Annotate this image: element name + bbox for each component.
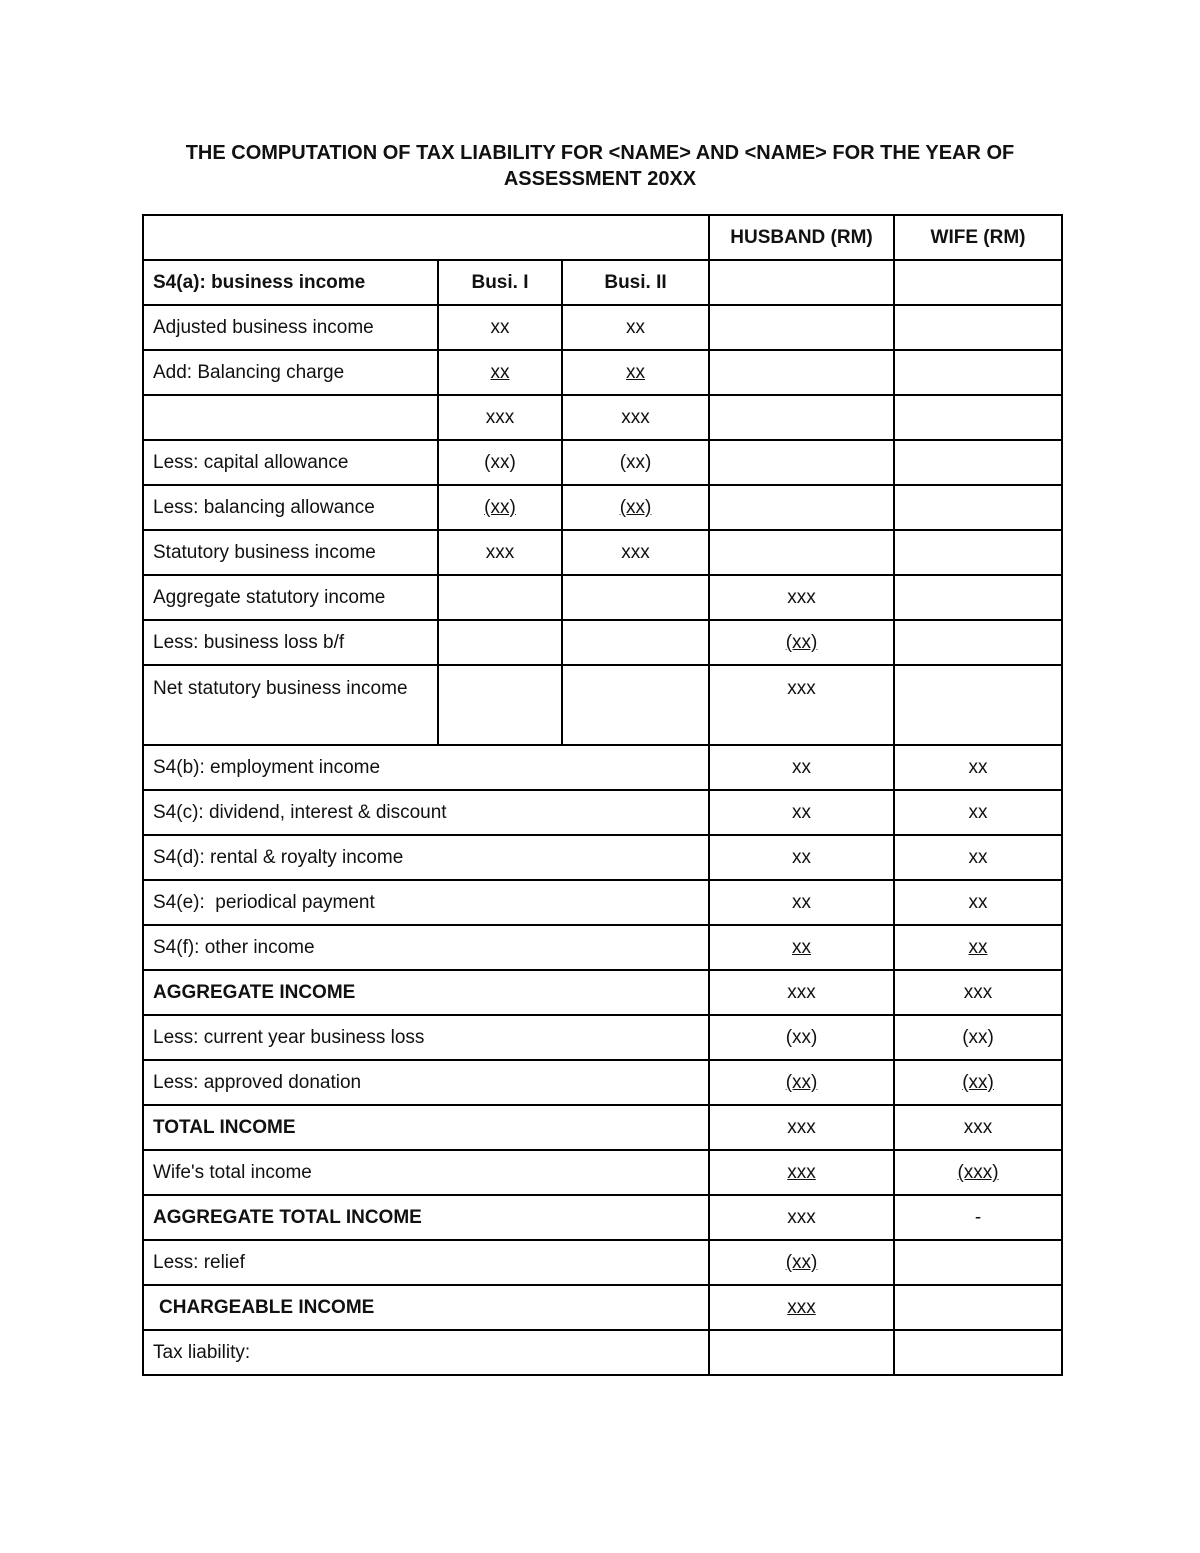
husband-value: xxx — [709, 1105, 894, 1150]
busi-1-value: xxx — [438, 395, 562, 440]
row-label: Add: Balancing charge — [143, 350, 438, 395]
husband-value: (xx) — [709, 1015, 894, 1060]
row-label: Less: balancing allowance — [143, 485, 438, 530]
husband-value: xx — [709, 880, 894, 925]
row-label — [143, 395, 438, 440]
wife-value: xx — [894, 790, 1062, 835]
row-label: S4(e): periodical payment — [143, 880, 709, 925]
table-header-row — [143, 215, 1062, 260]
row-label: S4(b): employment income — [143, 745, 709, 790]
wife-value: xx — [894, 925, 1062, 970]
husband-value: xxx — [709, 1285, 894, 1330]
wife-value: - — [894, 1195, 1062, 1240]
busi-2-value: xxx — [562, 530, 709, 575]
row-label: CHARGEABLE INCOME — [143, 1285, 709, 1330]
busi-1-header: Busi. I — [438, 260, 562, 305]
husband-column-header: HUSBAND (RM) — [709, 215, 894, 260]
row-label: Statutory business income — [143, 530, 438, 575]
busi-2-value: xx — [562, 350, 709, 395]
husband-value: (xx) — [709, 620, 894, 665]
row-label: Aggregate statutory income — [143, 575, 438, 620]
row-label: AGGREGATE TOTAL INCOME — [143, 1195, 709, 1240]
row-label: Adjusted business income — [143, 305, 438, 350]
table-row — [143, 1330, 1062, 1375]
title-line-2: ASSESSMENT 20XX — [503, 168, 697, 190]
table-row — [143, 530, 1062, 575]
wife-column-header: WIFE (RM) — [894, 215, 1062, 260]
wife-value: xxx — [894, 1105, 1062, 1150]
busi-2-value: (xx) — [562, 485, 709, 530]
row-label: Less: capital allowance — [143, 440, 438, 485]
wife-value — [894, 1285, 1062, 1330]
husband-value: xx — [709, 745, 894, 790]
row-label: Less: business loss b/f — [143, 620, 438, 665]
busi-2-value: xx — [562, 305, 709, 350]
table-row — [143, 835, 1062, 880]
wife-value: (xx) — [894, 1060, 1062, 1105]
table-row — [143, 1195, 1062, 1240]
document-title — [100, 140, 1100, 192]
wife-value: xx — [894, 745, 1062, 790]
table-row — [143, 350, 1062, 395]
husband-value: (xx) — [709, 1240, 894, 1285]
husband-value: xx — [709, 790, 894, 835]
table-row — [143, 485, 1062, 530]
row-label: S4(d): rental & royalty income — [143, 835, 709, 880]
row-label: Less: current year business loss — [143, 1015, 709, 1060]
row-label: Less: relief — [143, 1240, 709, 1285]
table-row — [143, 1150, 1062, 1195]
busi-1-value: xx — [438, 350, 562, 395]
row-label: Tax liability: — [143, 1330, 709, 1375]
tax-computation-table — [142, 214, 1063, 1376]
table-row — [143, 440, 1062, 485]
table-row — [143, 395, 1062, 440]
row-label: Net statutory business income — [143, 665, 438, 745]
table-row — [143, 575, 1062, 620]
wife-value — [894, 1330, 1062, 1375]
title-line-1: THE COMPUTATION OF TAX LIABILITY FOR <NAME> AND <NAME> FOR THE YEAR OF — [185, 142, 1015, 164]
husband-value: xxx — [709, 665, 894, 745]
husband-value: xxx — [709, 575, 894, 620]
wife-value: xxx — [894, 970, 1062, 1015]
busi-2-value: xxx — [562, 395, 709, 440]
table-row — [143, 745, 1062, 790]
wife-value — [894, 1240, 1062, 1285]
table-row — [143, 620, 1062, 665]
husband-value — [709, 1330, 894, 1375]
table-row — [143, 1105, 1062, 1150]
husband-value: xxx — [709, 1150, 894, 1195]
table-row — [143, 1060, 1062, 1105]
row-label: TOTAL INCOME — [143, 1105, 709, 1150]
table-row — [143, 790, 1062, 835]
busi-1-value: (xx) — [438, 485, 562, 530]
table-row — [143, 880, 1062, 925]
row-label: Wife's total income — [143, 1150, 709, 1195]
husband-value: xxx — [709, 970, 894, 1015]
row-label: Less: approved donation — [143, 1060, 709, 1105]
busi-2-header: Busi. II — [562, 260, 709, 305]
wife-value: xx — [894, 835, 1062, 880]
husband-value: (xx) — [709, 1060, 894, 1105]
table-row — [143, 1285, 1062, 1330]
row-label: AGGREGATE INCOME — [143, 970, 709, 1015]
table-row — [143, 665, 1062, 745]
table-row — [143, 1015, 1062, 1060]
husband-value: xxx — [709, 1195, 894, 1240]
wife-value: xx — [894, 880, 1062, 925]
busi-1-value: xx — [438, 305, 562, 350]
wife-value: (xxx) — [894, 1150, 1062, 1195]
s4a-label: S4(a): business income — [143, 260, 438, 305]
busi-1-value: xxx — [438, 530, 562, 575]
husband-value: xx — [709, 925, 894, 970]
table-row — [143, 925, 1062, 970]
busi-1-value: (xx) — [438, 440, 562, 485]
husband-value: xx — [709, 835, 894, 880]
table-row — [143, 970, 1062, 1015]
busi-2-value: (xx) — [562, 440, 709, 485]
table-row — [143, 1240, 1062, 1285]
table-row — [143, 305, 1062, 350]
row-label: S4(f): other income — [143, 925, 709, 970]
row-label: S4(c): dividend, interest & discount — [143, 790, 709, 835]
wife-value: (xx) — [894, 1015, 1062, 1060]
s4a-header-row — [143, 260, 1062, 305]
